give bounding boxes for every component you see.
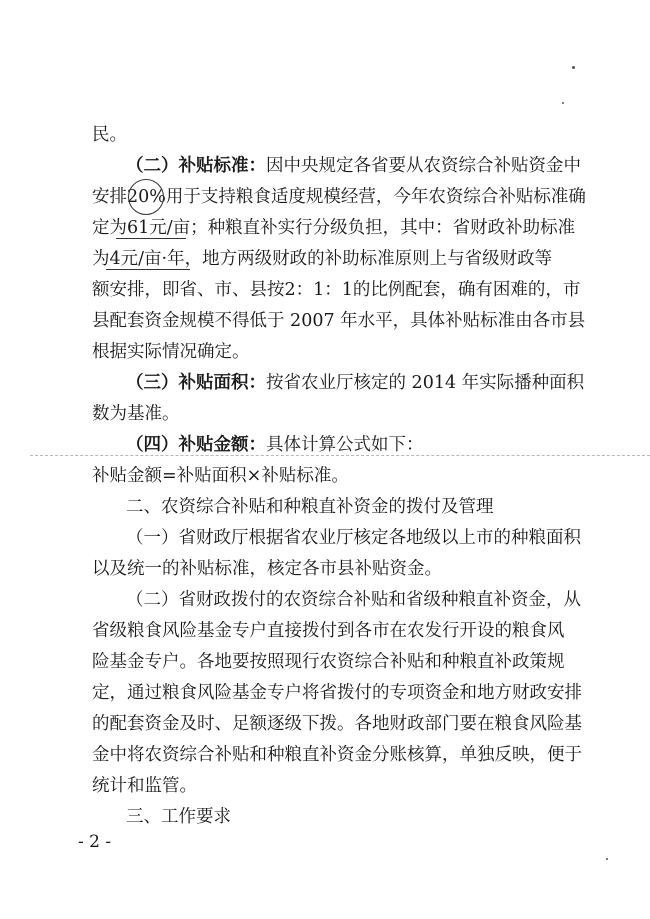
- text-line: [92, 248, 552, 270]
- text-span: 安排20%用于支持粮食适度规模经营，今年农资综合补贴标准确: [92, 187, 586, 207]
- text-span: 统计和监管。: [92, 776, 197, 796]
- text-line: [92, 310, 585, 332]
- text-line: [92, 620, 565, 642]
- text-line: [92, 341, 250, 363]
- text-span: （一）省财政厅根据省农业厅核定各地级以上市的种粮面积: [126, 528, 581, 548]
- text-line: [92, 682, 582, 704]
- text-line: [92, 279, 580, 301]
- scan-speck: [572, 66, 575, 69]
- section-heading-2: [126, 496, 494, 518]
- text-span: 根据实际情况确定。: [92, 342, 250, 362]
- text-span: 为4元/亩·年，地方两级财政的补助标准原则上与省级财政等: [92, 249, 553, 269]
- text-span: 县配套资金规模不得低于 2007 年水平，具体补贴标准由各市县: [92, 311, 586, 331]
- text-span: 民。: [92, 125, 127, 145]
- text-span: 按省农业厅核定的 2014 年实际播种面积: [266, 373, 585, 393]
- text-line: [92, 775, 197, 797]
- text-span: 以及统一的补贴标准，核定各市县补贴资金。: [92, 559, 442, 579]
- text-line: [92, 744, 582, 766]
- text-line: [92, 186, 586, 208]
- text-line: [92, 217, 575, 239]
- subheading-subsidy-standard: （二）补贴标准：: [126, 156, 266, 176]
- line-continuation: [92, 124, 127, 146]
- text-span: 因中央规定各省要从农资综合补贴资金中: [266, 156, 581, 176]
- scan-speck: [606, 858, 608, 860]
- subheading-subsidy-area: （三）补贴面积：: [126, 373, 266, 393]
- text-span: 二、农资综合补贴和种粮直补资金的拨付及管理: [126, 497, 494, 517]
- text-line: [126, 527, 581, 549]
- section-heading-3: [126, 806, 231, 828]
- text-span: 补贴金额=补贴面积×补贴标准。: [92, 466, 349, 486]
- text-span: 的配套资金及时、足额逐级下拨。各地财政部门要在粮食风险基: [92, 714, 582, 734]
- scan-speck: [562, 102, 564, 104]
- text-line: [92, 403, 180, 425]
- text-span: 额安排，即省、市、县按2：1：1的比例配套，确有困难的，市: [92, 280, 581, 300]
- paragraph-subsidy-standard: [126, 155, 581, 177]
- text-span: 险基金专户。各地要按照现行农资综合补贴和种粮直补政策规: [92, 652, 565, 672]
- formula-line: [92, 465, 349, 487]
- text-span: （二）省财政拨付的农资综合补贴和省级种粮直补资金，从: [126, 590, 581, 610]
- text-span: 具体计算公式如下：: [266, 435, 424, 455]
- text-span: 定，通过粮食风险基金专户将省拨付的专项资金和地方财政安排: [92, 683, 582, 703]
- text-line: [126, 589, 581, 611]
- text-line: [92, 713, 582, 735]
- page-number: - 2 -: [78, 832, 112, 852]
- text-span: 定为61元/亩；种粮直补实行分级负担，其中：省财政补助标准: [92, 218, 576, 238]
- text-span: 数为基准。: [92, 404, 180, 424]
- handwritten-underline-mark: [106, 269, 190, 270]
- text-span: 省级粮食风险基金专户直接拨付到各市在农发行开设的粮食风: [92, 621, 565, 641]
- handwritten-underline-mark: [116, 238, 186, 239]
- subheading-subsidy-amount: （四）补贴金额：: [126, 435, 266, 455]
- handwritten-circle-mark: [128, 179, 164, 215]
- text-span: 金中将农资综合补贴和种粮直补资金分账核算，单独反映，便于: [92, 745, 582, 765]
- paragraph-subsidy-area: [126, 372, 584, 394]
- paragraph-subsidy-amount: [126, 434, 424, 456]
- text-line: [92, 651, 565, 673]
- text-line: [92, 558, 442, 580]
- text-span: 三、工作要求: [126, 807, 231, 827]
